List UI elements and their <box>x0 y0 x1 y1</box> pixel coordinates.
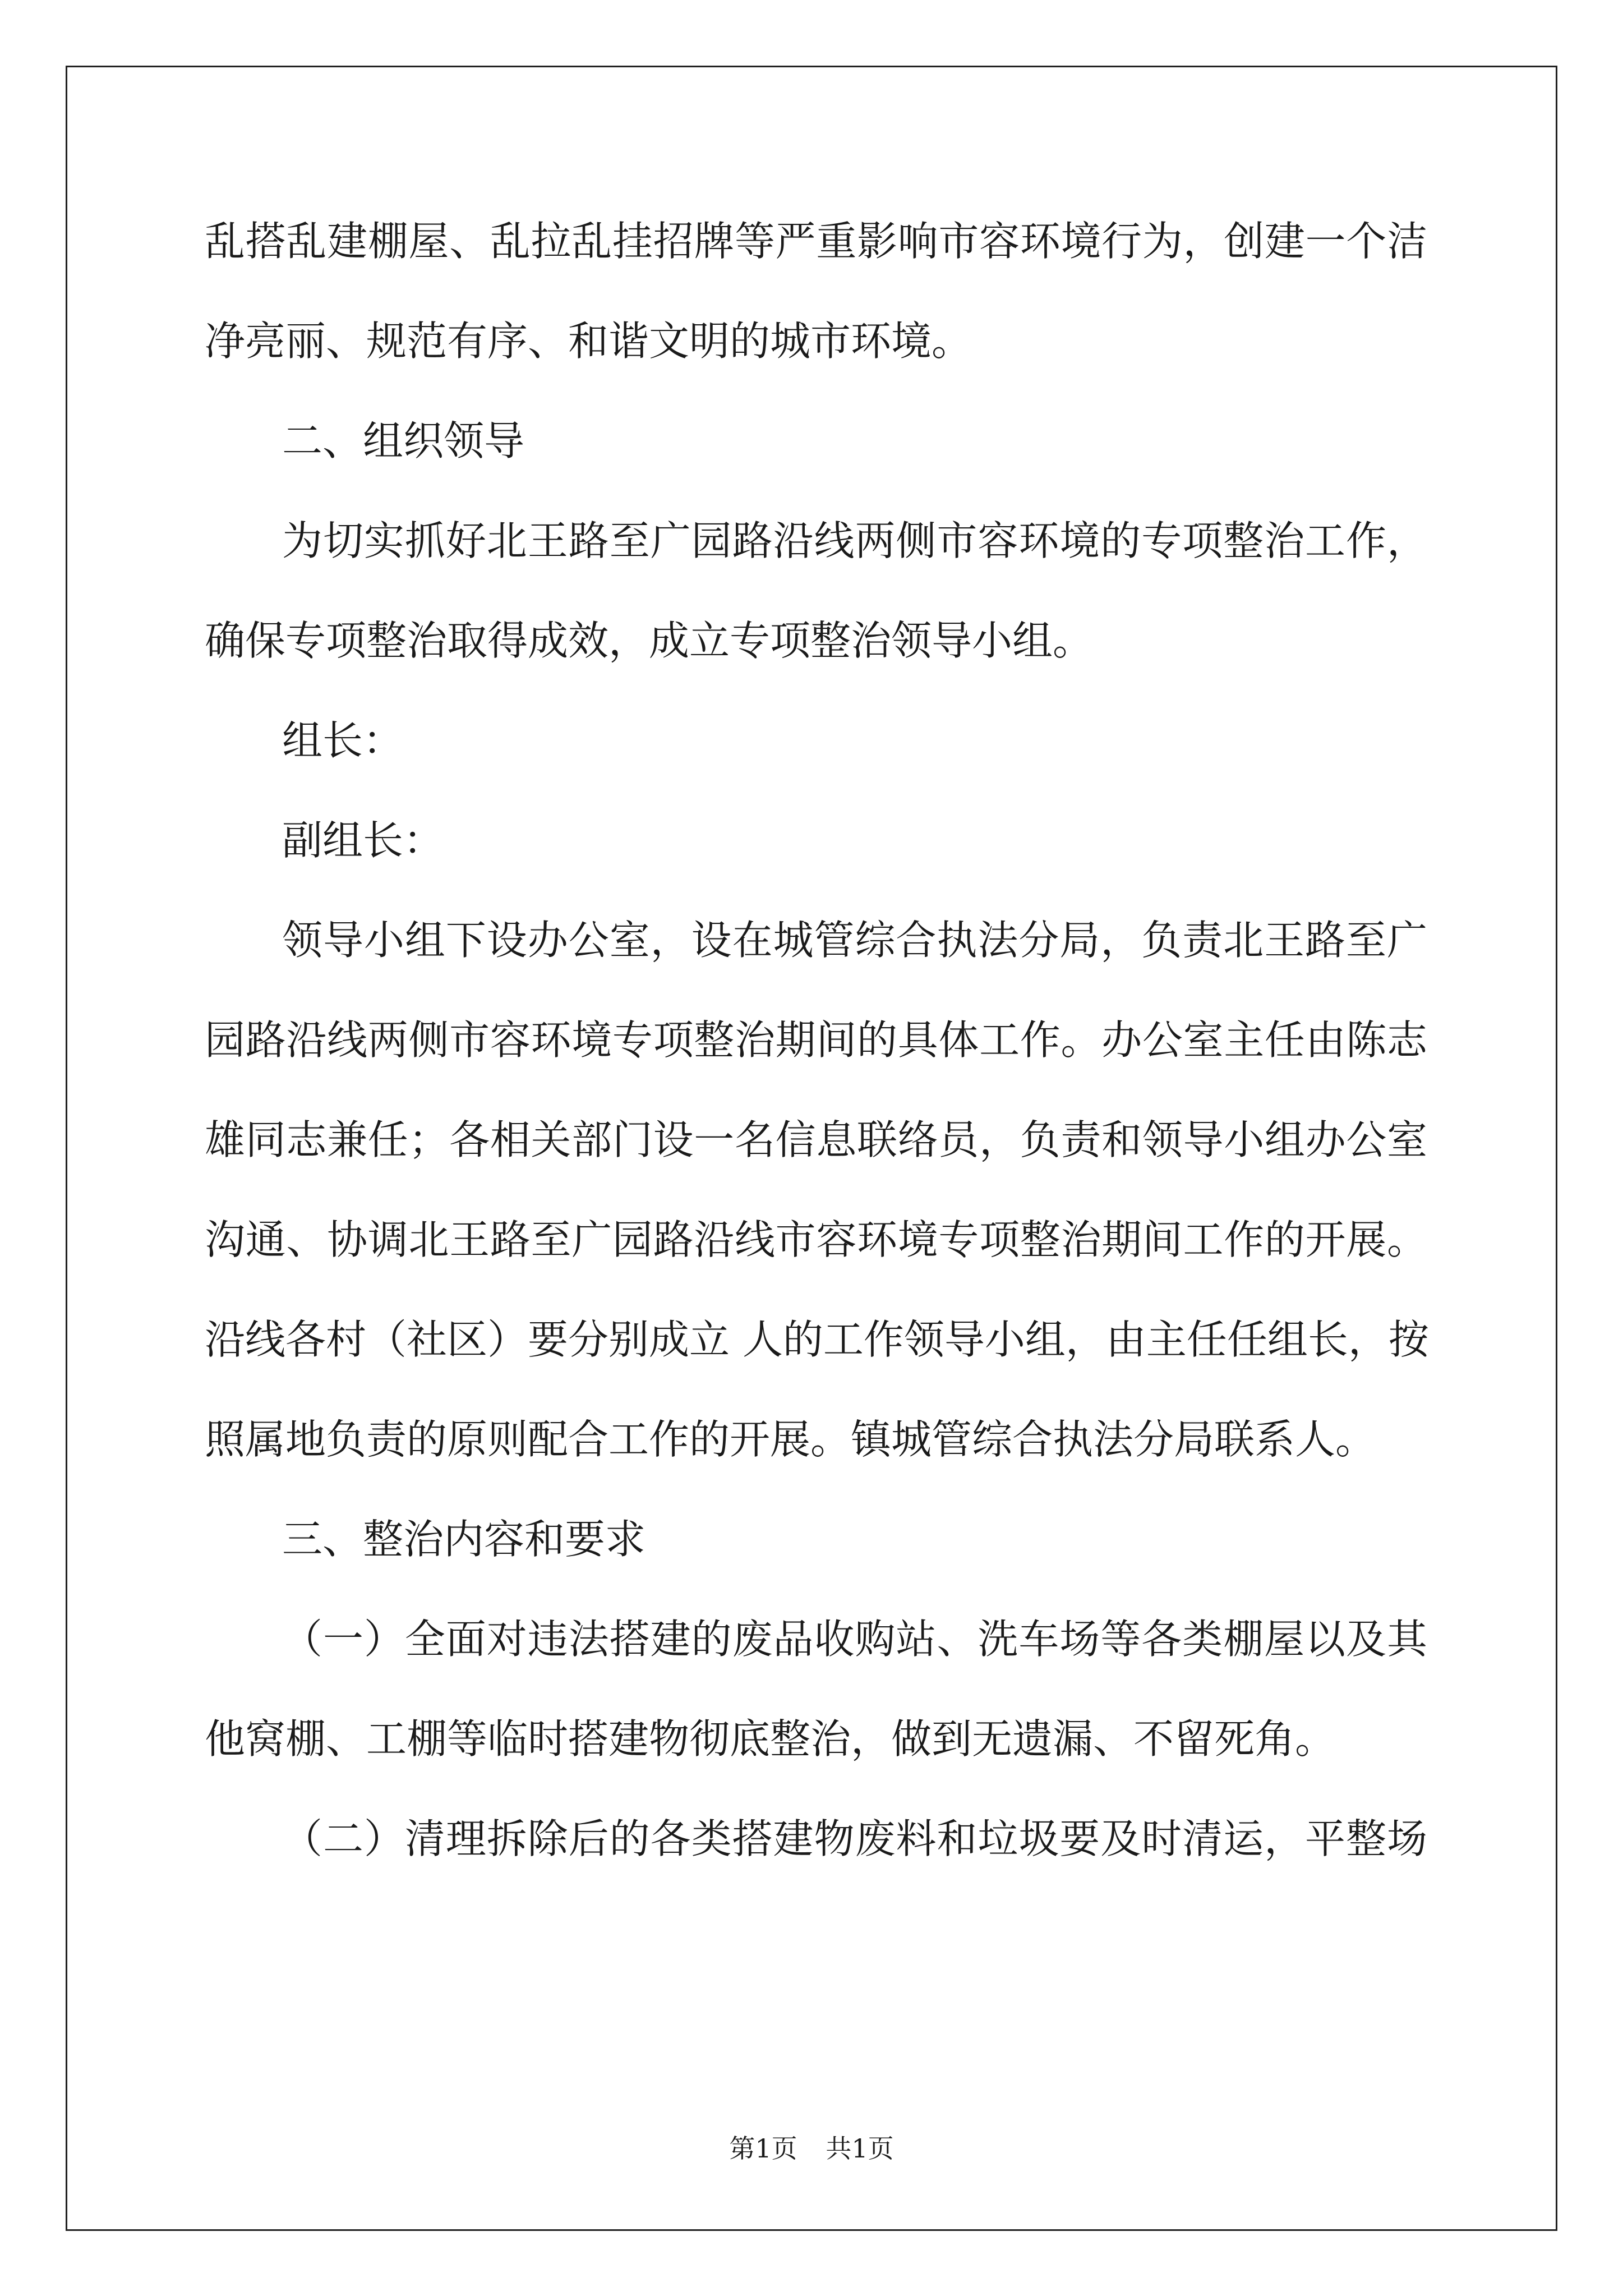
paragraph-line: 沟通、协调北王路至广园路沿线市容环境专项整治期间工作的开展。 <box>205 1216 1427 1263</box>
paragraph-line: 他窝棚、工棚等临时搭建物彻底整治，做到无遗漏、不留死角。 <box>205 1715 1336 1763</box>
paragraph-line: 照属地负责的原则配合工作的开展。镇城管综合执法分局联系人。 <box>205 1416 1376 1463</box>
section-heading: 二、组织领导 <box>282 417 525 464</box>
paragraph-line: 副组长： <box>282 817 444 864</box>
paragraph-line: 为切实抓好北王路至广园路沿线两侧市容环境的专项整治工作， <box>282 517 1427 564</box>
paragraph-line: 确保专项整治取得成效，成立专项整治领导小组。 <box>205 617 1094 664</box>
section-heading: 三、整治内容和要求 <box>282 1516 646 1563</box>
paragraph-line: （一）全面对违法搭建的废品收购站、洗车场等各类棚屋以及其 <box>282 1616 1427 1663</box>
paragraph-line: 乱搭乱建棚屋、乱拉乱挂招牌等严重影响市容环境行为，创建一个洁 <box>205 218 1427 265</box>
paragraph-line: 沿线各村（社区）要分别成立 人的工作领导小组，由主任任组长，按 <box>205 1316 1429 1363</box>
paragraph-line: 领导小组下设办公室，设在城管综合执法分局，负责北王路至广 <box>282 917 1427 964</box>
paragraph-line: 雄同志兼任；各相关部门设一名信息联络员，负责和领导小组办公室 <box>205 1116 1427 1163</box>
paragraph-line: 净亮丽、规范有序、和谐文明的城市环境。 <box>205 318 972 365</box>
paragraph-line: 组长： <box>282 717 404 764</box>
page-number: 第1页 <box>729 2133 797 2164</box>
page-total: 共1页 <box>826 2133 894 2164</box>
page-footer <box>0 2132 1623 2165</box>
paragraph-line: 园路沿线两侧市容环境专项整治期间的具体工作。办公室主任由陈志 <box>205 1016 1427 1064</box>
paragraph-line: （二）清理拆除后的各类搭建物废料和垃圾要及时清运，平整场 <box>282 1815 1427 1862</box>
